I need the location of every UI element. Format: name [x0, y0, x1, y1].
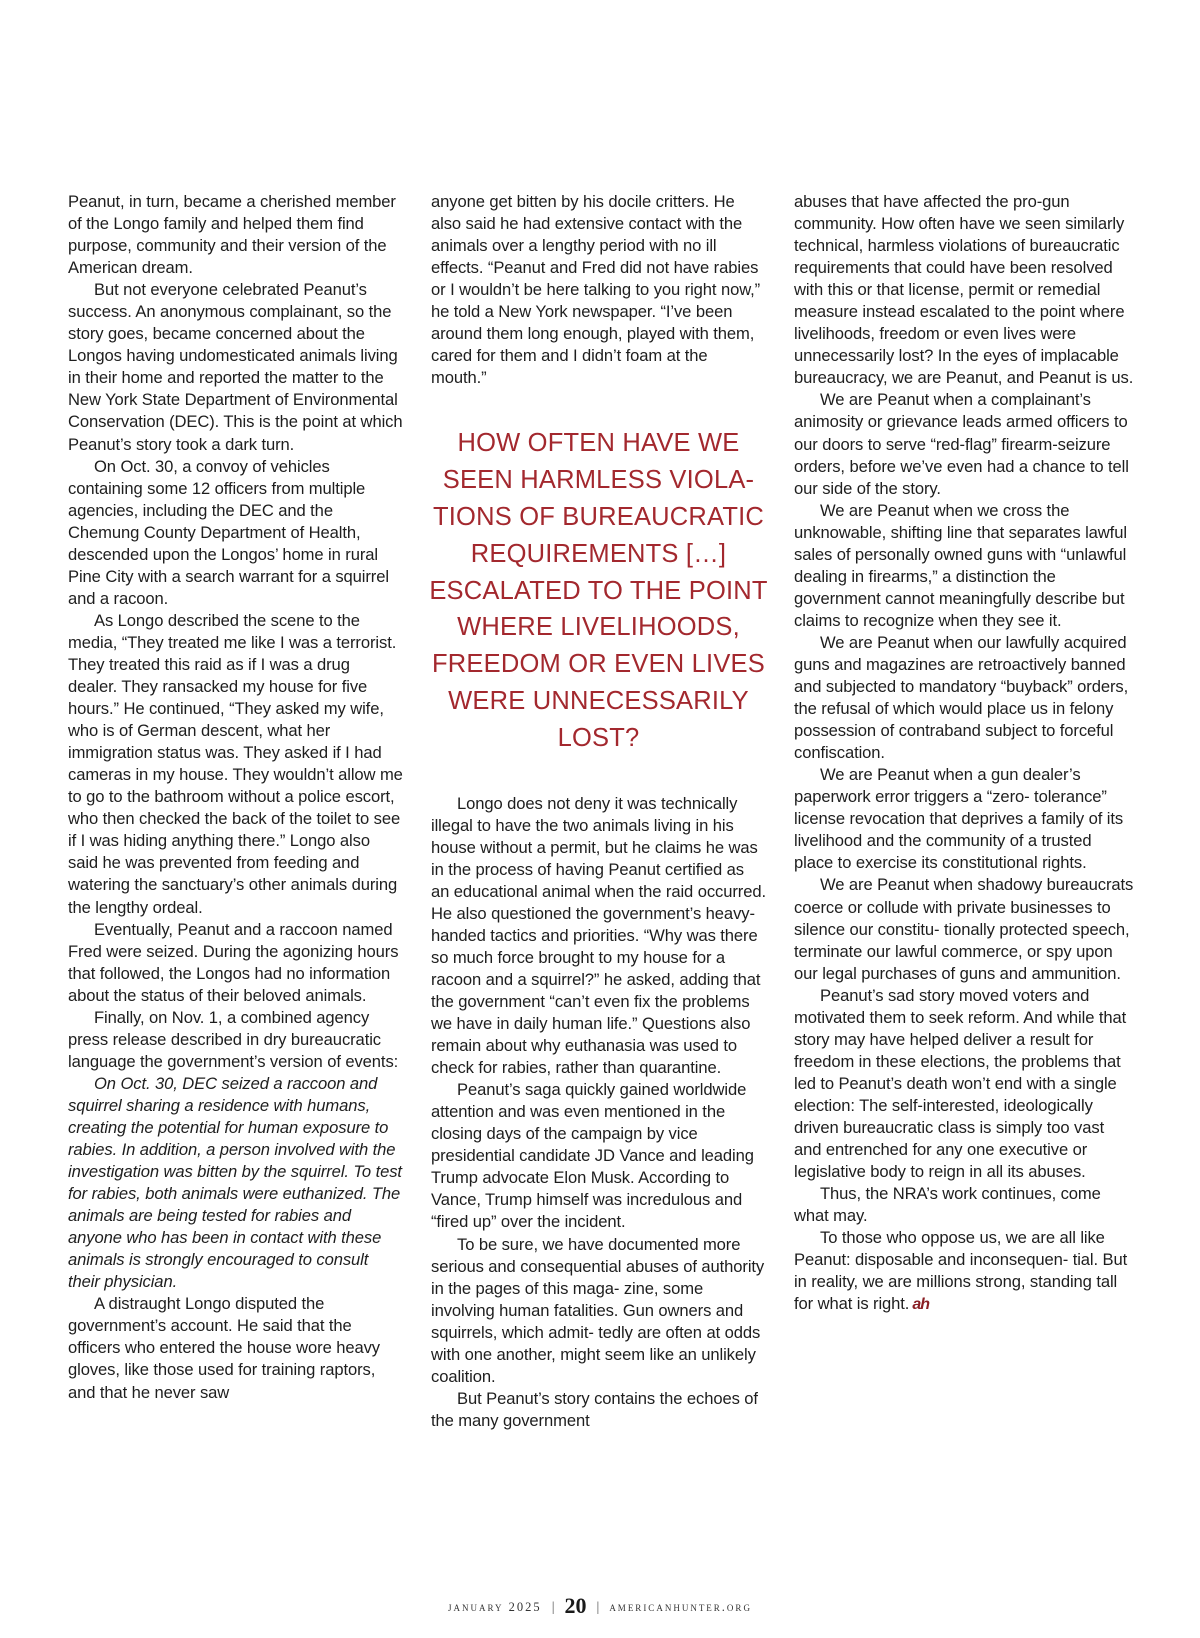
- footer-separator: |: [551, 1600, 555, 1615]
- column-3: [794, 191, 1134, 1316]
- end-mark-icon: ah: [912, 1296, 929, 1314]
- paragraph: abuses that have affected the pro-gun community. How often have we seen similarly technical, harmless violations of bureaucratic requirements that could have been resolved with this or that license, permit or remedial measure instead escalated to the point where livelihoods, freedom or even lives were unnecessarily lost? In the eyes of implacable bureaucracy, we are Peanut, and Peanut is us.: [794, 192, 1134, 388]
- paragraph: A distraught Longo disputed the government’s account. He said that the officers who entered the house wore heavy gloves, like those used for training raptors, and that he never saw: [68, 1294, 380, 1402]
- paragraph: Peanut’s saga quickly gained worldwide attention and was even mentioned in the closing days of the campaign by vice presidential candidate JD Vance and leading Trump advocate Elon Musk. According to Vance, Trump himself was incredulous and “fired up” over the incident.: [431, 1080, 754, 1232]
- paragraph: We are Peanut when we cross the unknowable, shifting line that separates lawful sales of personally owned guns with “unlawful dealing in firearms,” a distinction the government cannot meaningfully describe but claims to recognize when they see it.: [794, 500, 1127, 630]
- paragraph: To be sure, we have documented more serious and consequential abuses of authority in the pages of this maga- zine, some involving human fatalities. Gun owners and squirrels, which admit- tedly are often at odds with one another, might seem like an unlikely coalition.: [431, 1234, 765, 1386]
- column-2: [431, 191, 766, 1432]
- paragraph: We are Peanut when shadowy bureaucrats coerce or collude with private businesses to silence our constitu- tionally protected speech, terminate our lawful commerce, or spy upon our legal purchases of guns and ammunition.: [794, 875, 1134, 983]
- paragraph: We are Peanut when a gun dealer’s paperwork error triggers a “zero- tolerance” license revocation that deprives a family of its livelihood and the community of a trusted place to exercise its constitutional rights.: [794, 765, 1124, 873]
- paragraph: But Peanut’s story contains the echoes of the many government: [431, 1388, 758, 1430]
- page-footer: [0, 1593, 1200, 1619]
- last-paragraph: [794, 1227, 1134, 1316]
- paragraph: As Longo described the scene to the media, “They treated me like I was a terrorist. They treated this raid as if I was a drug dealer. They ransacked my house for five hours.” He continued, “They asked my wife, who is of German descent, what her immigration status was. They asked if I had cameras in my house. They wouldn’t allow me to go to the bathroom without a police escort, who then checked the back of the toilet to see if I was hiding anything there.” Longo also said he was prevented from feeding and watering the sanctuary’s other animals during the lengthy ordeal.: [68, 610, 403, 917]
- press-release-quote: On Oct. 30, DEC seized a raccoon and squirrel sharing a residence with humans, creating the potential for human exposure to rabies. In addition, a person involved with the investigation was bitten by the squirrel. To test for rabies, both animals were euthanized. The animals are being tested for rabies and anyone who has been in contact with these animals is strongly encouraged to consult their physician.: [68, 1073, 402, 1292]
- paragraph: Longo does not deny it was technically illegal to have the two animals living in his house without a permit, but he claims he was in the process of having Peanut certified as an educational animal when the raid occurred. He also questioned the government’s heavy-handed tactics and priorities. “Why was there so much force brought to my house for a racoon and a squirrel?” he asked, adding that the government “can’t even fix the problems we have in daily human life.” Questions also remain about why euthanasia was used to check for rabies, rather than quarantine.: [431, 793, 766, 1078]
- paragraph: Thus, the NRA’s work continues, come what may.: [794, 1184, 1101, 1226]
- issue-date: january 2025: [448, 1600, 542, 1614]
- pull-quote: HOW OFTEN HAVE WE SEEN HARMLESS VIOLA- TIONS OF BUREAUCRATIC REQUIREMENTS […] ESCALATED TO THE POINT WHERE LIVELIHOODS, FREEDOM OR EVEN LIVES WERE UNNECESSARILY LOST?: [429, 429, 768, 752]
- paragraph: On Oct. 30, a convoy of vehicles containing some 12 officers from multiple agencies, including the DEC and the Chemung County Department of Health, descended upon the Longos’ home in rural Pine City with a search warrant for a squirrel and a racoon.: [68, 456, 389, 608]
- paragraph: anyone get bitten by his docile critters. He also said he had extensive contact with the animals over a lengthy period with no ill effects. “Peanut and Fred did not have rabies or I wouldn’t be here talking to you right now,” he told a New York newspaper. “I’ve been around them long enough, played with them, cared for them and I didn’t foam at the mouth.”: [431, 192, 761, 388]
- paragraph: But not everyone celebrated Peanut’s success. An anonymous complainant, so the story goes, became concerned about the Longos having undomesticated animals living in their home and reported the matter to the New York State Department of Environmental Conservation (DEC). This is the point at which Peanut’s story took a dark turn.: [68, 280, 403, 454]
- paragraph: Finally, on Nov. 1, a combined agency press release described in dry bureaucratic language the government’s version of events:: [68, 1007, 399, 1071]
- paragraph: We are Peanut when our lawfully acquired guns and magazines are retroactively banned and subjected to mandatory “buyback” orders, the refusal of which would place us in felony possession of contraband subject to forceful confiscation.: [794, 632, 1129, 763]
- column-1: [68, 191, 403, 1404]
- paragraph: Peanut, in turn, became a cherished member of the Longo family and helped them find purpose, community and their version of the American dream.: [68, 192, 396, 278]
- footer-separator: |: [596, 1600, 600, 1615]
- paragraph-text: To those who oppose us, we are all like Peanut: disposable and inconsequen- tial. But in reality, we are millions strong, standing tall for what is right.: [794, 1228, 1128, 1314]
- paragraph: Eventually, Peanut and a raccoon named Fred were seized. During the agonizing hours that followed, the Longos had no information about the status of their beloved animals.: [68, 919, 399, 1005]
- paragraph: We are Peanut when a complainant’s animosity or grievance leads armed officers to our doors to serve “red-flag” firearm-seizure orders, before we’ve even had a chance to tell our side of the story.: [794, 390, 1129, 498]
- paragraph: Peanut’s sad story moved voters and motivated them to seek reform. And while that story may have helped deliver a result for freedom in these elections, the problems that led to Peanut’s death won’t end with a single election: The self-interested, ideologically driven bureaucratic class is simply too vast and entrenched for any one executive or legislative body to reign in all its abuses.: [794, 985, 1127, 1182]
- page-number: 20: [564, 1593, 587, 1618]
- website: americanhunter.org: [609, 1600, 752, 1614]
